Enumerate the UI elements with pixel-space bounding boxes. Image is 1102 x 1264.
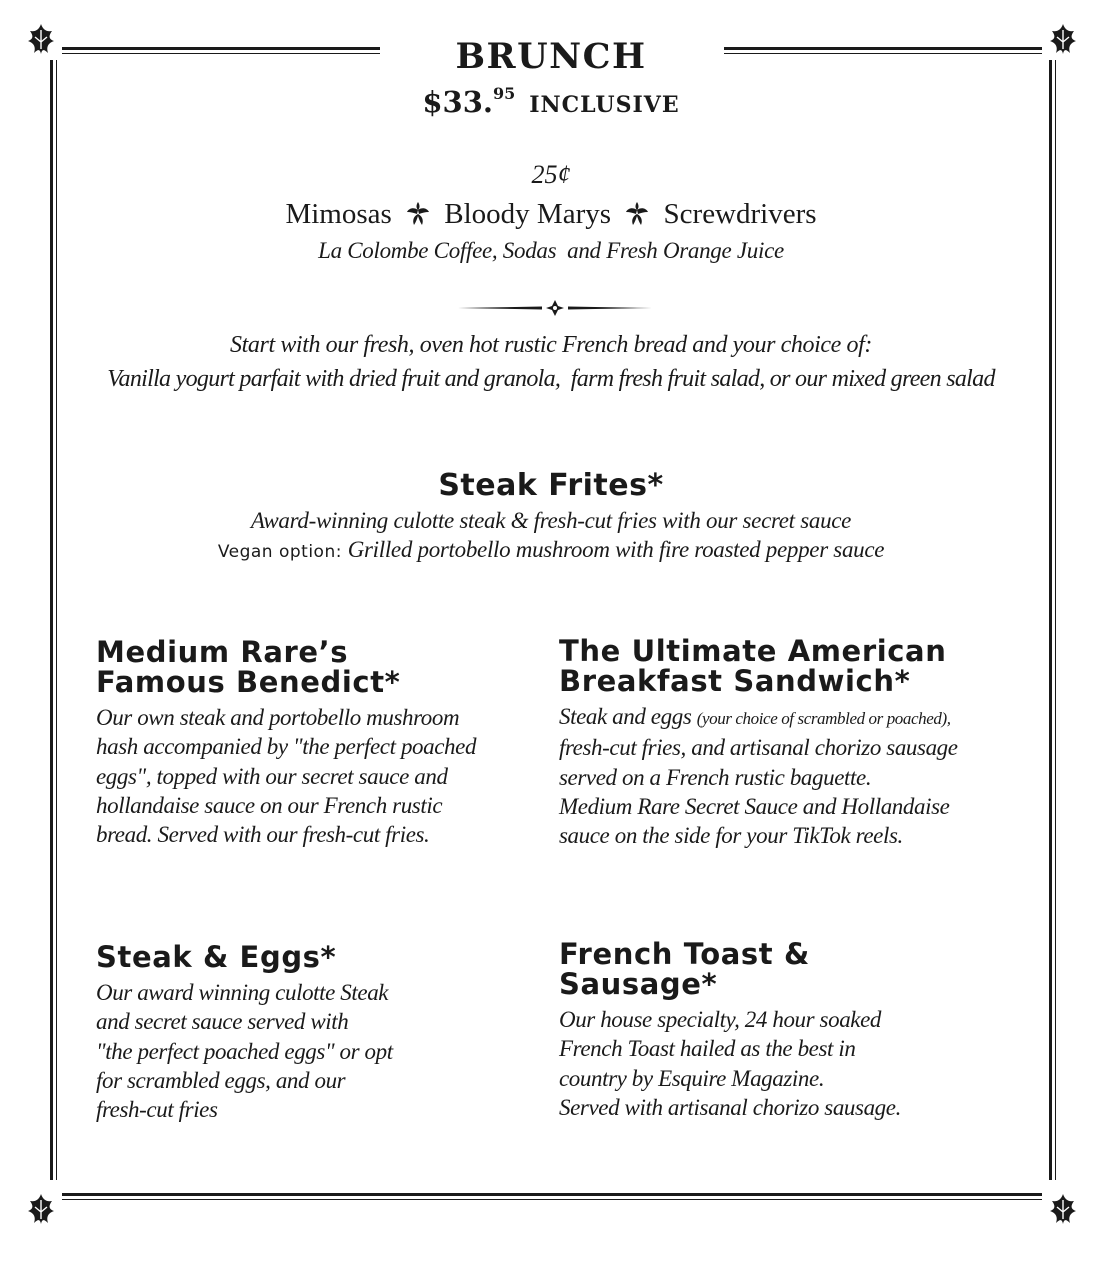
dish-description: Our own steak and portobello mushroom hash accompanied by "the perfect poached eggs", topped with our secret sauce and hollandaise sauce on our French rustic bread. Served with our fresh-cut fries. (96, 705, 477, 848)
starter-choices: Vanilla yogurt parfait with dried fruit and granola, farm fresh fruit salad, or our mixed green salad (107, 366, 995, 392)
frame-bottom-rule (62, 1193, 1042, 1196)
dish-description: fresh-cut fries, and artisanal chorizo sausage served on a French rustic baguette. Medium Rare Secret Sauce and Hollandaise sauce on the side for your TikTok reels. (559, 735, 958, 849)
featured-vegan (0, 537, 1102, 563)
price-label: INCLUSIVE (529, 92, 680, 118)
dish-description-note: (your choice of scrambled or poached), (696, 709, 951, 728)
dish-description: Our house specialty, 24 hour soaked French Toast hailed as the best in country by Esquire Magazine. Served with artisanal chorizo sausage. (559, 1007, 901, 1120)
drink-item: Screwdrivers (663, 198, 817, 230)
price-cents: 95 (492, 84, 516, 103)
dish-title: French Toast & Sausage* (559, 937, 810, 1001)
vegan-text: Grilled portobello mushroom with fire roasted pepper sauce (347, 537, 885, 562)
featured-description: Award-winning culotte steak & fresh-cut fries with our secret sauce (250, 508, 852, 533)
featured-title: Steak Frites* (438, 468, 664, 503)
fleur-separator-icon (405, 201, 431, 227)
price-main: $33. (422, 85, 493, 119)
dish-title: Steak & Eggs* (96, 940, 337, 974)
dish-description-lead: Steak and eggs (559, 704, 697, 729)
dish-french-toast (559, 939, 1039, 1122)
dish-title: Medium Rare’s Famous Benedict* (96, 635, 401, 699)
vegan-label: Vegan option: (217, 542, 342, 562)
dish-title: The Ultimate American Breakfast Sandwich* (559, 634, 947, 698)
dish-benedict (96, 637, 536, 849)
dish-description: Our award winning culotte Steak and secret sauce served with "the perfect poached eggs" or opt for scrambled eggs, and our fresh-cut fries (96, 980, 393, 1123)
price-line (0, 84, 1102, 119)
starter-intro: Start with our fresh, oven hot rustic French bread and your choice of: (230, 332, 872, 358)
dish-steak-eggs (96, 942, 536, 1124)
drinks-list (0, 198, 1102, 231)
corner-ornament-icon (24, 1192, 58, 1226)
menu-title: BRUNCH (455, 36, 647, 77)
dish-description-first-line (559, 702, 1039, 733)
fleur-separator-icon (624, 201, 650, 227)
divider-ornament-icon (456, 298, 654, 318)
dish-breakfast-sandwich (559, 636, 1039, 850)
drinks-price: 25¢ (531, 160, 571, 189)
corner-ornament-icon (1046, 1192, 1080, 1226)
drink-item: Mimosas (285, 198, 392, 230)
drink-item: Bloody Marys (444, 198, 612, 230)
drinks-also-included: La Colombe Coffee, Sodas and Fresh Orange Juice (318, 238, 784, 263)
